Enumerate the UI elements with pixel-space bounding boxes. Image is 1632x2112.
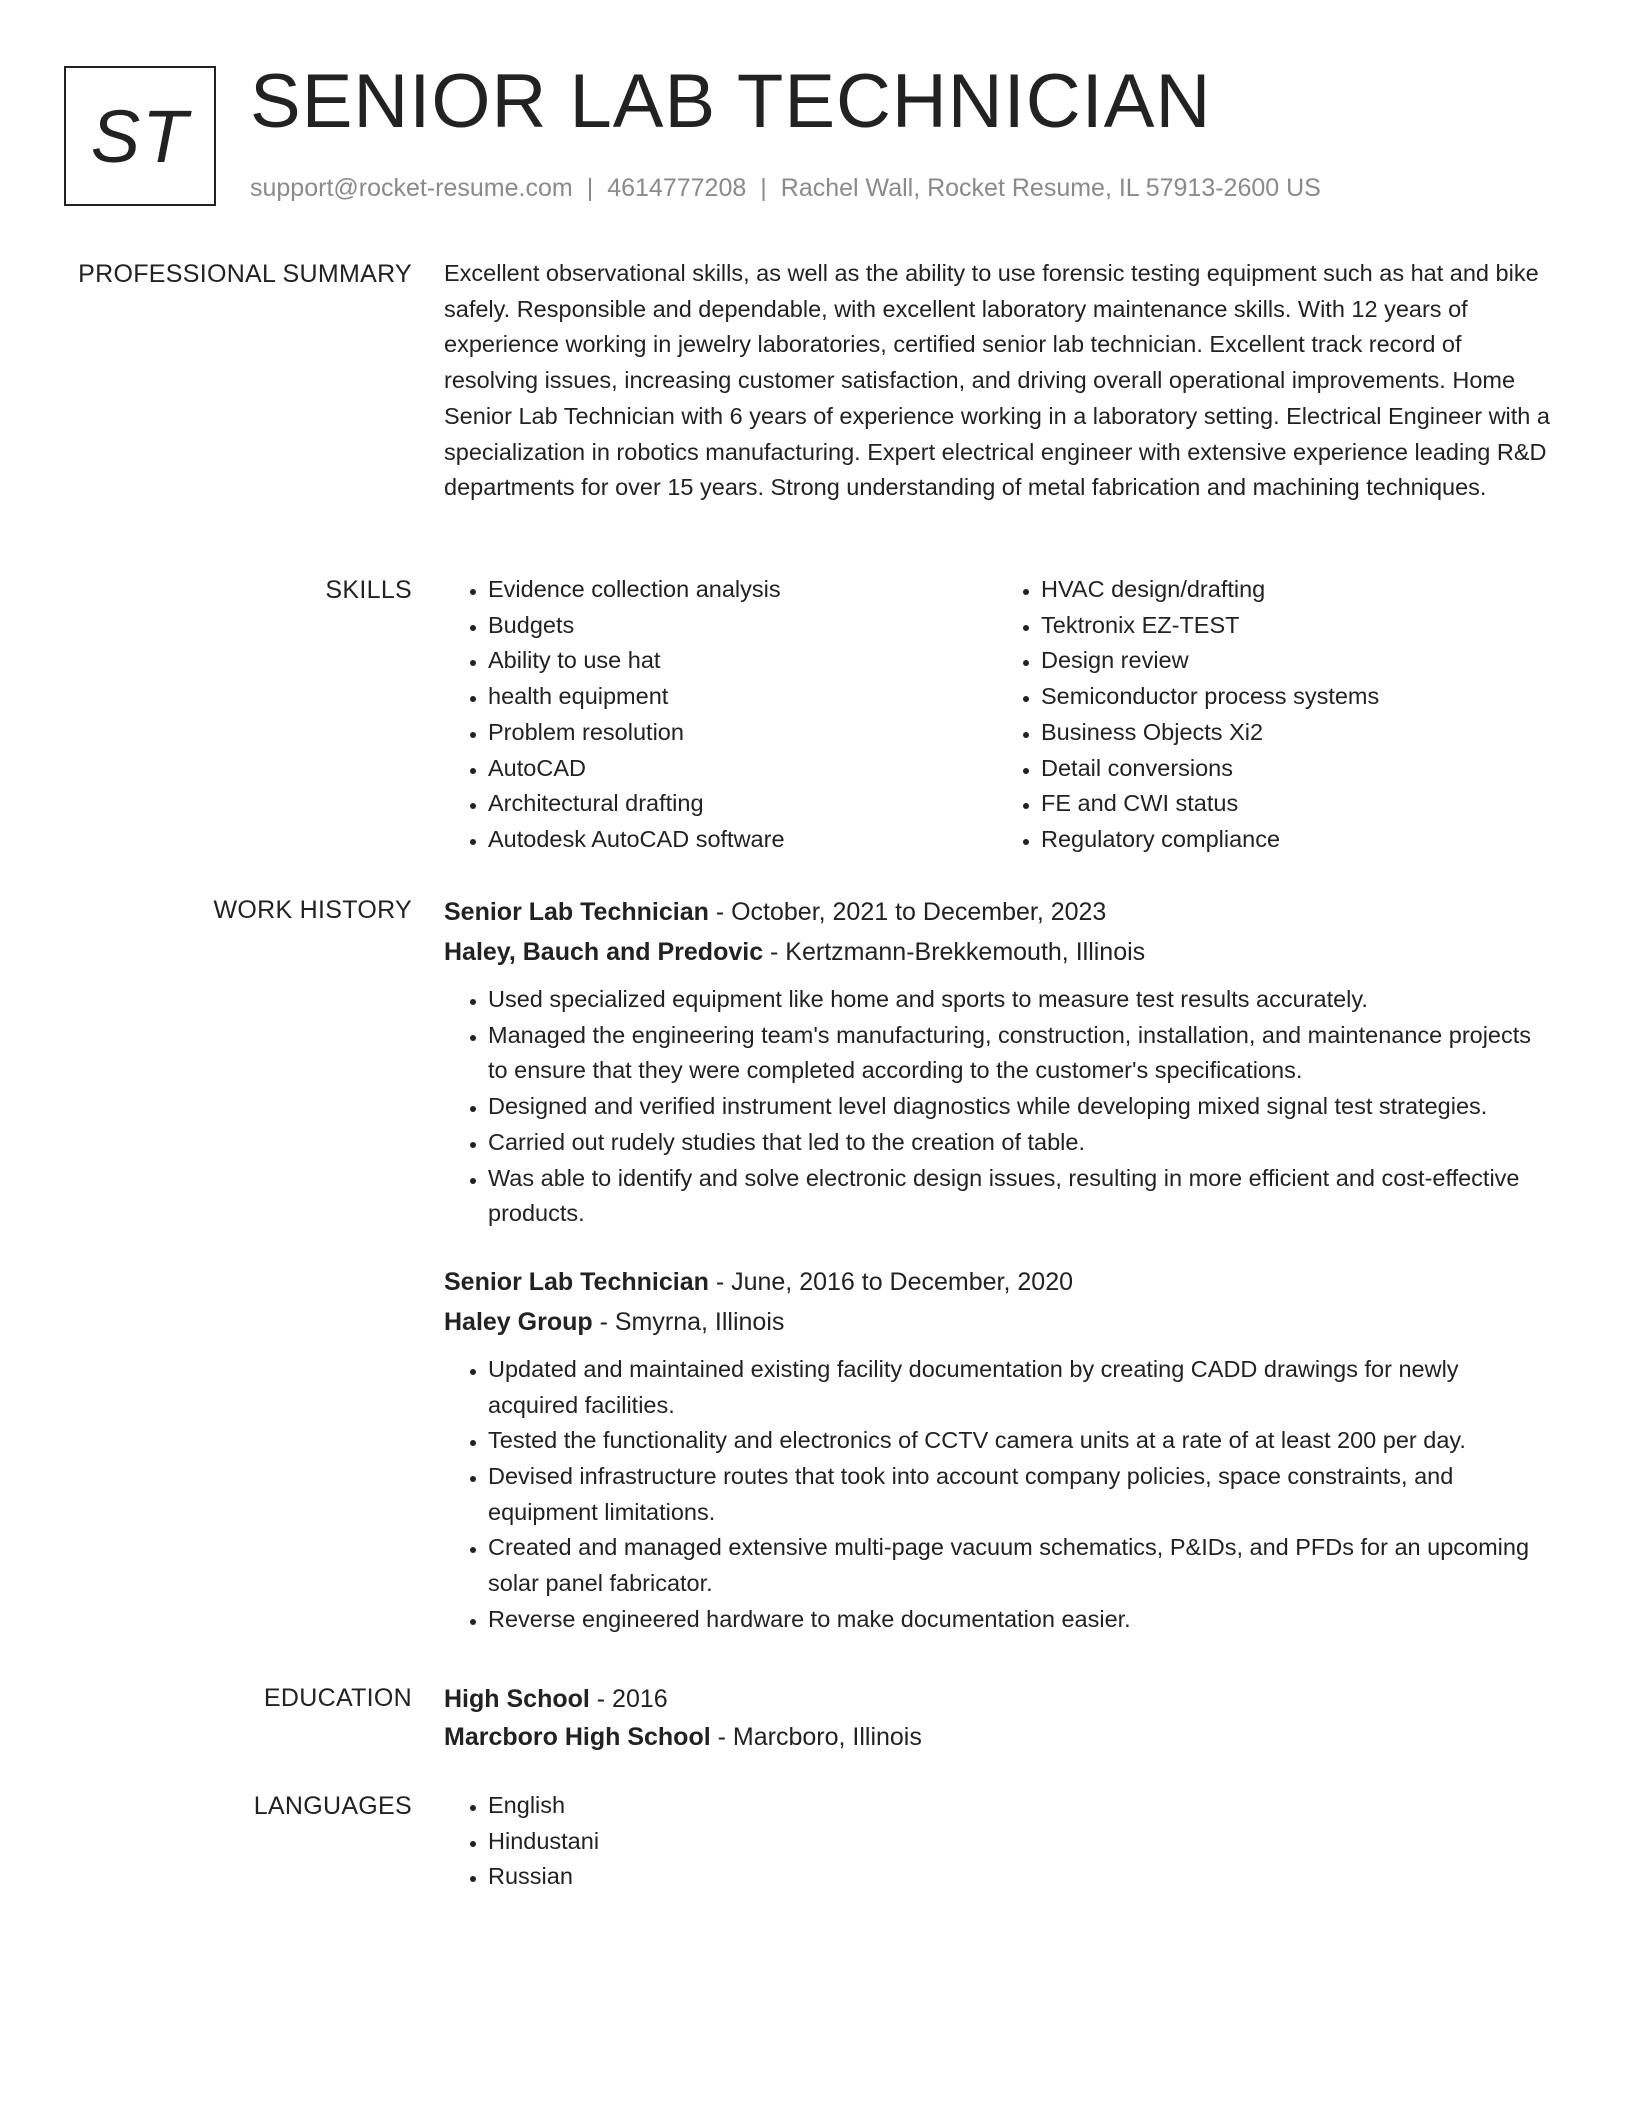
job-entry: [444, 1262, 1550, 1638]
job-company-line: [444, 932, 1550, 972]
section-label-skills: SKILLS: [325, 576, 412, 604]
language-item: • Russian: [488, 1859, 1550, 1895]
job-bullet: • Reverse engineered hardware to make documentation easier.: [488, 1602, 1550, 1638]
job-location: - Kertzmann-Brekkemouth, Illinois: [763, 938, 1146, 966]
job-title: Senior Lab Technician: [444, 1267, 709, 1296]
skill-item: • Problem resolution: [488, 715, 997, 751]
work-history-body: [444, 892, 1550, 1668]
skill-item: • Regulatory compliance: [1041, 822, 1550, 858]
section-label-languages: LANGUAGES: [253, 1792, 412, 1820]
skill-item: • health equipment: [488, 679, 997, 715]
education-school-line: [444, 1718, 1550, 1756]
job-title-line: [444, 892, 1550, 932]
job-bullet: • Carried out rudely studies that led to the creation of table.: [488, 1125, 1550, 1161]
contact-separator: |: [586, 174, 594, 202]
summary-body: [444, 256, 1550, 506]
summary-text: Excellent observational skills, as well as the ability to use forensic testing equipment such as hat and bike safely. Responsible and dependable, with excellent laboratory maintenance skills. With 12 years of experience working in jewelry laboratories, certified senior lab technician. Excellent track record of resolving issues, increasing customer satisfaction, and driving overall operational improvements. Home Senior Lab Technician with 6 years of experience working in a laboratory setting. Electrical Engineer with a specialization in robotics manufacturing. Expert electrical engineer with extensive experience leading R&D departments for over 15 years. Strong understanding of metal fabrication and machining techniques.: [444, 260, 1550, 501]
job-bullet: • Managed the engineering team's manufacturing, construction, installation, and maintenance projects to ensure that they were completed according to the customer's specifications.: [488, 1018, 1550, 1089]
skill-item: • Detail conversions: [1041, 751, 1550, 787]
skills-column-left: [444, 572, 997, 858]
skill-item: • Tektronix EZ-TEST: [1041, 608, 1550, 644]
language-item: • English: [488, 1788, 1550, 1824]
skill-item: • Budgets: [488, 608, 997, 644]
job-title-line: [444, 1262, 1550, 1302]
job-dates: - June, 2016 to December, 2020: [708, 1267, 1073, 1296]
education-body: [444, 1680, 1550, 1756]
language-item: • Hindustani: [488, 1824, 1550, 1860]
education-location: - Marcboro, Illinois: [710, 1723, 922, 1751]
education-school: Marcboro High School: [444, 1723, 711, 1751]
skill-item: • Business Objects Xi2: [1041, 715, 1550, 751]
job-title: Senior Lab Technician: [444, 898, 709, 926]
job-bullet: • Devised infrastructure routes that took into account company policies, space constraints, and equipment limitations.: [488, 1459, 1550, 1530]
section-label-work-history: WORK HISTORY: [213, 896, 412, 924]
skill-item: • Design review: [1041, 643, 1550, 679]
education-degree-line: [444, 1680, 1550, 1718]
skill-item: • Architectural drafting: [488, 786, 997, 822]
job-bullet: • Created and managed extensive multi-page vacuum schematics, P&IDs, and PFDs for an upcoming solar panel fabricator.: [488, 1530, 1550, 1601]
monogram-initials: ST: [90, 94, 190, 178]
job-company: Haley, Bauch and Predovic: [444, 938, 764, 966]
skill-item: • AutoCAD: [488, 751, 997, 787]
monogram-box: [64, 66, 216, 206]
job-company-line: [444, 1302, 1550, 1342]
job-entry: [444, 892, 1550, 1232]
skills-list: [444, 572, 1550, 858]
job-company: Haley Group: [444, 1307, 593, 1336]
section-label-summary: PROFESSIONAL SUMMARY: [78, 260, 412, 288]
job-bullet: • Designed and verified instrument level diagnostics while developing mixed signal test strategies.: [488, 1089, 1550, 1125]
job-bullet: • Was able to identify and solve electronic design issues, resulting in more efficient and cost-effective products.: [488, 1161, 1550, 1232]
contact-separator: |: [760, 174, 767, 202]
skill-item: • Evidence collection analysis: [488, 572, 997, 608]
contact-phone: 4614777208: [607, 174, 747, 202]
job-bullet: • Tested the functionality and electronics of CCTV camera units at a rate of at least 200 per day.: [488, 1423, 1550, 1459]
skill-item: • HVAC design/drafting: [1041, 572, 1550, 608]
languages-list: [444, 1788, 1550, 1895]
job-bullets: [444, 982, 1550, 1232]
education-year: - 2016: [589, 1685, 668, 1713]
education-degree: High School: [444, 1685, 590, 1713]
job-bullet: • Updated and maintained existing facility documentation by creating CADD drawings for newly acquired facilities.: [488, 1352, 1550, 1423]
section-label-education: EDUCATION: [263, 1684, 412, 1712]
contact-line: [250, 172, 1321, 204]
contact-address: Rachel Wall, Rocket Resume, IL 57913-2600 US: [780, 174, 1321, 202]
job-bullets: [444, 1352, 1550, 1638]
job-location: - Smyrna, Illinois: [592, 1307, 785, 1336]
resume-title: SENIOR LAB TECHNICIAN: [250, 59, 1212, 144]
job-bullet: • Used specialized equipment like home and sports to measure test results accurately.: [488, 982, 1550, 1018]
job-dates: - October, 2021 to December, 2023: [708, 898, 1107, 926]
skill-item: • Semiconductor process systems: [1041, 679, 1550, 715]
skill-item: • Ability to use hat: [488, 643, 997, 679]
skills-column-right: [997, 572, 1550, 858]
skill-item: • FE and CWI status: [1041, 786, 1550, 822]
contact-email: support@rocket-resume.com: [250, 174, 573, 202]
skill-item: • Autodesk AutoCAD software: [488, 822, 997, 858]
languages-body: [444, 1788, 1550, 1895]
